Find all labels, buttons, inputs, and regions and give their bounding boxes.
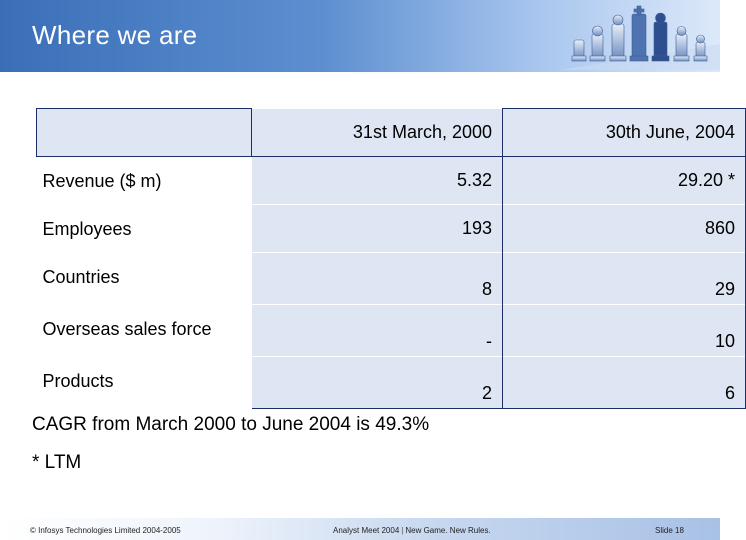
header-cell-2004: 30th June, 2004 — [503, 109, 746, 157]
table-row — [37, 305, 746, 357]
header-cell-2000: 31st March, 2000 — [252, 109, 503, 157]
table-row — [37, 253, 746, 305]
ltm-note: * LTM — [32, 452, 82, 473]
row-label: Overseas sales force — [37, 305, 252, 357]
table-row — [37, 157, 746, 205]
row-value-2004: 860 — [503, 205, 746, 253]
row-value-2004: 29 — [503, 253, 746, 305]
table-row — [37, 357, 746, 409]
footer-copyright: © Infosys Technologies Limited 2004-2005 — [30, 526, 181, 535]
row-value-2004: 29.20 * — [503, 157, 746, 205]
table-header-row — [37, 109, 746, 157]
row-label: Countries — [37, 253, 252, 305]
row-value-2004: 6 — [503, 357, 746, 409]
row-value-2000: 8 — [252, 253, 503, 305]
row-label: Revenue ($ m) — [37, 157, 252, 205]
row-value-2004: 10 — [503, 305, 746, 357]
row-value-2000: 2 — [252, 357, 503, 409]
footer-event-name: Analyst Meet 2004 — [333, 526, 400, 535]
chess-pieces-icon — [560, 4, 720, 70]
row-value-2000: - — [252, 305, 503, 357]
row-label: Employees — [37, 205, 252, 253]
header-cell-blank — [37, 109, 252, 157]
cagr-note: CAGR from March 2000 to June 2004 is 49.3% — [32, 414, 430, 435]
footer-divider: | — [401, 526, 404, 535]
footer-slide-number: Slide 18 — [655, 526, 684, 535]
slide-footer — [0, 518, 720, 540]
footer-tagline: New Game. New Rules. — [405, 526, 491, 535]
table-row — [37, 205, 746, 253]
slide-header — [0, 0, 720, 72]
row-value-2000: 5.32 — [252, 157, 503, 205]
footer-event — [333, 526, 491, 535]
row-label: Products — [37, 357, 252, 409]
row-value-2000: 193 — [252, 205, 503, 253]
slide-title: Where we are — [32, 20, 198, 50]
data-table — [36, 108, 735, 403]
